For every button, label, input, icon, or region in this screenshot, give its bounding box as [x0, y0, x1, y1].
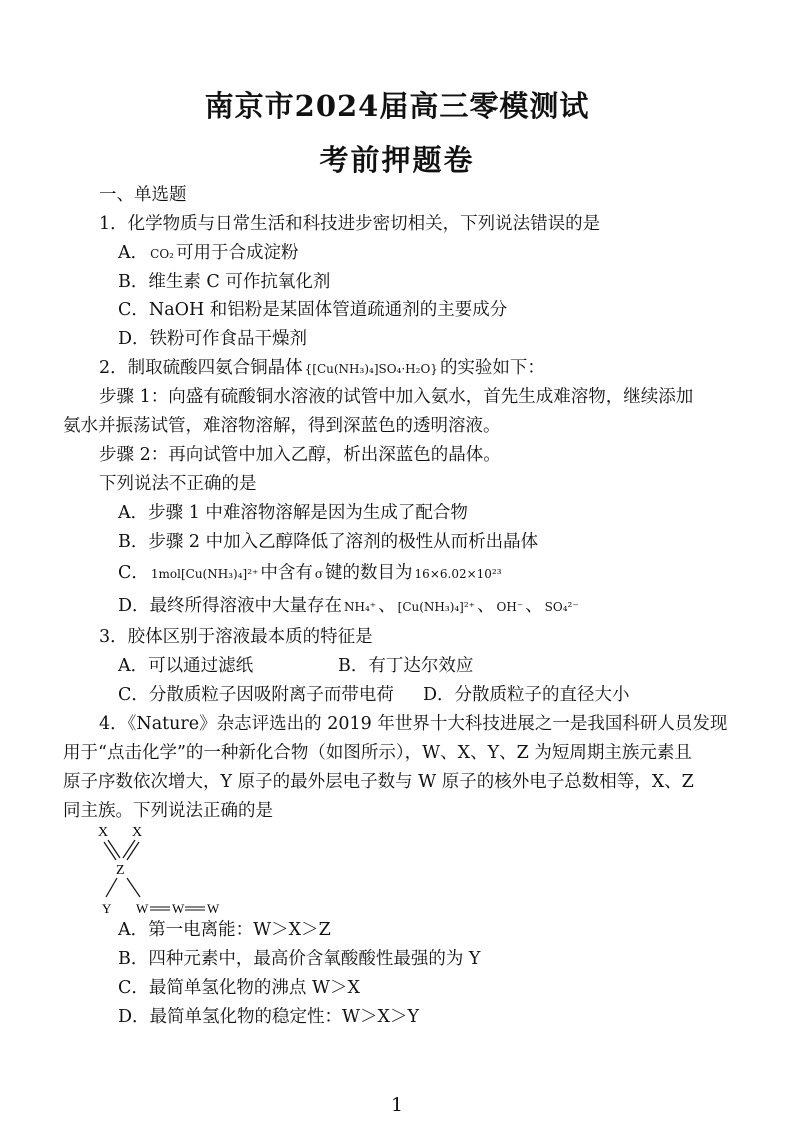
atom-w2: W [172, 901, 185, 916]
q2-c-mid2: 键的数目为 [325, 563, 413, 583]
atom-x2: X [132, 825, 143, 840]
q4-option-c: C．最简单氢化物的沸点 W＞X [118, 978, 360, 998]
q4-option-d: D．最简单氢化物的稳定性：W＞X＞Y [118, 1007, 420, 1027]
q2-c-formula: 1mol[Cu(NH₃)₄]²⁺ [150, 566, 259, 581]
q3-option-a: A．可以通过滤纸 [118, 656, 254, 676]
atom-z: Z [116, 863, 125, 878]
bond-x2-z-b [127, 842, 139, 860]
atom-y: Y [102, 901, 112, 916]
q2-d-ion-ammonium: NH₄⁺ [344, 599, 377, 614]
q1-option-b: B．维生素 C 可作抗氧化剂 [118, 272, 331, 292]
q2-option-b: B．步骤 2 中加入乙醇降低了溶剂的极性从而析出晶体 [118, 532, 539, 552]
molecule-structure-diagram [90, 822, 230, 918]
q1-a-label: A． [118, 243, 149, 263]
bond-x1-z-a [104, 842, 116, 860]
bond-x2-z-a [123, 840, 135, 858]
q2-d-ion-hydroxide: OH⁻ [496, 599, 524, 614]
atom-w3: W [207, 901, 220, 916]
q4-stem-line4: 同主族。下列说法正确的是 [63, 801, 273, 821]
q1-a-text: 可用于合成淀粉 [175, 243, 299, 263]
q2-c-number: 16×6.02×10²³ [414, 566, 502, 581]
q1-option-c: C．NaOH 和铝粉是某固体管道疏通剂的主要成分 [118, 300, 508, 320]
q2-option-d [118, 594, 581, 619]
q2-step1-line2: 氨水并振荡试管，难溶物溶解，得到深蓝色的透明溶液。 [63, 416, 501, 436]
q4-stem-line3: 原子序数依次增大，Y 原子的最外层电子数与 W 原子的核外电子总数相等，X、Z [63, 772, 694, 792]
q2-stem-post: 的实验如下： [439, 358, 545, 378]
page-number: 1 [390, 1094, 404, 1116]
q1-stem: 1．化学物质与日常生活和科技进步密切相关，下列说法错误的是 [99, 214, 601, 234]
q2-c-mid: 中含有 [260, 563, 313, 583]
q2-d-sep: 、 [525, 596, 543, 616]
bond-z-w [127, 878, 140, 897]
q3-option-d: D．分散质粒子的直径大小 [423, 685, 630, 705]
q2-ask: 下列说法不正确的是 [99, 474, 257, 494]
atom-x1: X [98, 825, 109, 840]
q2-c-label: C． [118, 563, 149, 583]
q3-option-b: B．有丁达尔效应 [338, 656, 474, 676]
exam-title: 南京市2024届高三零模测试 [204, 89, 590, 123]
q3-stem: 3．胶体区别于溶液最本质的特征是 [99, 627, 373, 647]
q4-option-a: A．第一电离能：W＞X＞Z [118, 920, 331, 940]
q1-a-chem: CO₂ [150, 246, 174, 261]
q1-option-d: D．铁粉可作食品干燥剂 [118, 329, 308, 349]
q3-option-c: C．分散质粒子因吸附离子而带电荷 [118, 685, 394, 705]
q2-stem [99, 356, 545, 381]
q2-c-sigma: σ [314, 566, 324, 581]
q4-stem-line2: 用于“点击化学”的一种新化合物（如图所示），W、X、Y、Z 为短周期主族元素且 [63, 743, 692, 763]
q2-d-ion-sulfate: SO₄²⁻ [544, 599, 579, 614]
exam-subtitle: 考前押题卷 [319, 143, 475, 177]
q2-option-a: A．步骤 1 中难溶物溶解是因为生成了配合物 [118, 503, 468, 523]
q4-stem-line1: 4．《Nature》杂志评选出的 2019 年世界十大科技进展之一是我国科研人员发现 [99, 714, 728, 734]
atom-w1: W [136, 901, 149, 916]
q2-step1-line1: 步骤 1：向盛有硫酸铜水溶液的试管中加入氨水，首先生成难溶物，继续添加 [99, 387, 694, 407]
q2-stem-pre: 2．制取硫酸四氨合铜晶体 [99, 358, 303, 378]
q2-formula: {[Cu(NH₃)₄]SO₄·H₂O} [304, 361, 438, 376]
q2-d-ion-complex: [Cu(NH₃)₄]²⁺ [397, 599, 476, 614]
bond-x1-z-b [108, 840, 120, 858]
q2-d-sep: 、 [477, 596, 495, 616]
q4-option-b: B．四种元素中，最高价含氧酸酸性最强的为 Y [118, 949, 481, 969]
q2-d-pre: D．最终所得溶液中大量存在 [118, 596, 343, 616]
q1-option-a [118, 241, 298, 266]
q2-option-c [118, 561, 504, 586]
q2-step2: 步骤 2：再向试管中加入乙醇，析出深蓝色的晶体。 [99, 445, 501, 465]
section-heading: 一、单选题 [99, 185, 187, 205]
q2-d-sep: 、 [378, 596, 396, 616]
bond-z-y [106, 878, 117, 897]
